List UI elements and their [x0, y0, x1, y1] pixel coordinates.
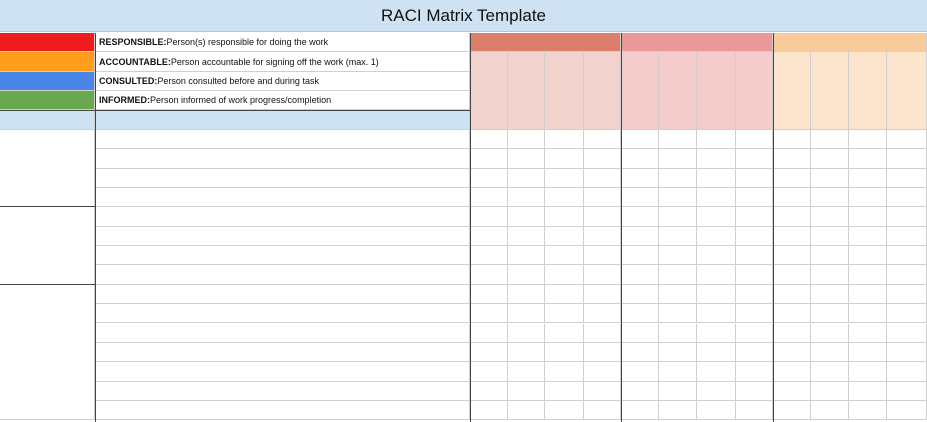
- legend-description-c[interactable]: [95, 72, 470, 91]
- raci-cell[interactable]: [773, 265, 811, 284]
- raci-cell[interactable]: [811, 285, 849, 304]
- raci-cell[interactable]: [470, 324, 508, 343]
- raci-cell[interactable]: [887, 285, 927, 304]
- raci-cell[interactable]: [773, 130, 811, 149]
- raci-cell[interactable]: [811, 324, 849, 343]
- raci-cell[interactable]: [811, 188, 849, 207]
- sheet-title: RACI Matrix Template: [0, 0, 927, 32]
- raci-cell[interactable]: [470, 188, 508, 207]
- legend-term: INFORMED:: [99, 95, 150, 105]
- raci-cell[interactable]: [811, 207, 849, 226]
- raci-cell[interactable]: [470, 343, 508, 362]
- member-header-ds[interactable]: [584, 52, 621, 130]
- raci-cell[interactable]: [773, 246, 811, 265]
- member-header-aap[interactable]: [697, 52, 736, 130]
- raci-cell[interactable]: [584, 227, 621, 246]
- work-area-planning[interactable]: [0, 207, 95, 284]
- raci-cell[interactable]: [659, 401, 697, 420]
- raci-cell[interactable]: [621, 362, 659, 381]
- raci-cell[interactable]: [736, 304, 773, 323]
- task-description-cell[interactable]: [95, 362, 470, 381]
- raci-cell[interactable]: [811, 382, 849, 401]
- raci-cell[interactable]: [659, 362, 697, 381]
- raci-cell[interactable]: [849, 130, 887, 149]
- legend-description-r[interactable]: [95, 33, 470, 52]
- legend-letter-r[interactable]: [0, 33, 95, 52]
- legend-text: Person(s) responsible for doing the work: [166, 37, 329, 47]
- raci-cell[interactable]: [508, 188, 545, 207]
- raci-cell[interactable]: [811, 265, 849, 284]
- raci-cell[interactable]: [697, 207, 736, 226]
- group-header-1[interactable]: [621, 33, 773, 52]
- raci-cell[interactable]: [545, 169, 584, 188]
- raci-cell[interactable]: [470, 304, 508, 323]
- raci-cell[interactable]: [508, 304, 545, 323]
- group-header-2[interactable]: [773, 33, 927, 52]
- raci-cell[interactable]: [697, 285, 736, 304]
- raci-cell[interactable]: [470, 265, 508, 284]
- raci-cell[interactable]: [470, 246, 508, 265]
- raci-cell[interactable]: [887, 246, 927, 265]
- raci-cell[interactable]: [508, 382, 545, 401]
- raci-cell[interactable]: [697, 227, 736, 246]
- raci-cell[interactable]: [811, 246, 849, 265]
- raci-cell[interactable]: [773, 401, 811, 420]
- raci-cell[interactable]: [621, 246, 659, 265]
- raci-cell[interactable]: [584, 382, 621, 401]
- raci-cell[interactable]: [621, 149, 659, 168]
- raci-cell[interactable]: [736, 401, 773, 420]
- legend-text: Person informed of work progress/completion: [150, 95, 332, 105]
- raci-cell[interactable]: [584, 362, 621, 381]
- legend-text: Person accountable for signing off the work (max. 1): [170, 56, 379, 67]
- raci-cell[interactable]: [621, 382, 659, 401]
- raci-cell[interactable]: [849, 246, 887, 265]
- column-divider: [95, 33, 96, 422]
- work-area-execution[interactable]: [0, 285, 95, 420]
- raci-cell[interactable]: [470, 362, 508, 381]
- legend-term: ACCOUNTABLE:: [99, 56, 171, 67]
- column-divider: [621, 33, 622, 422]
- raci-cell[interactable]: [621, 227, 659, 246]
- raci-cell[interactable]: [773, 149, 811, 168]
- raci-cell[interactable]: [736, 149, 773, 168]
- raci-cell[interactable]: [811, 227, 849, 246]
- task-description-cell[interactable]: [95, 149, 470, 168]
- raci-cell[interactable]: [736, 188, 773, 207]
- raci-cell[interactable]: [849, 188, 887, 207]
- raci-cell[interactable]: [584, 285, 621, 304]
- member-header-nr[interactable]: [659, 52, 697, 130]
- raci-cell[interactable]: [887, 188, 927, 207]
- raci-cell[interactable]: [736, 130, 773, 149]
- raci-cell[interactable]: [659, 207, 697, 226]
- raci-cell[interactable]: [697, 169, 736, 188]
- raci-cell[interactable]: [887, 149, 927, 168]
- raci-cell[interactable]: [736, 246, 773, 265]
- raci-cell[interactable]: [470, 401, 508, 420]
- raci-cell[interactable]: [773, 169, 811, 188]
- raci-cell[interactable]: [584, 343, 621, 362]
- raci-cell[interactable]: [659, 130, 697, 149]
- raci-cell[interactable]: [470, 227, 508, 246]
- member-header-whole-team[interactable]: [545, 52, 584, 130]
- column-divider: [470, 33, 471, 422]
- raci-cell[interactable]: [621, 130, 659, 149]
- raci-cell[interactable]: [659, 304, 697, 323]
- raci-cell[interactable]: [659, 169, 697, 188]
- raci-cell[interactable]: [545, 149, 584, 168]
- raci-cell[interactable]: [508, 324, 545, 343]
- raci-cell[interactable]: [621, 304, 659, 323]
- raci-cell[interactable]: [470, 382, 508, 401]
- raci-cell[interactable]: [887, 265, 927, 284]
- raci-cell[interactable]: [621, 188, 659, 207]
- raci-cell[interactable]: [697, 382, 736, 401]
- task-description-cell[interactable]: [95, 265, 470, 284]
- raci-cell[interactable]: [621, 265, 659, 284]
- header-task-description[interactable]: [95, 110, 470, 130]
- raci-cell[interactable]: [811, 130, 849, 149]
- raci-cell[interactable]: [545, 188, 584, 207]
- raci-cell[interactable]: [736, 285, 773, 304]
- raci-cell[interactable]: [887, 324, 927, 343]
- raci-cell[interactable]: [887, 227, 927, 246]
- raci-cell[interactable]: [545, 130, 584, 149]
- raci-cell[interactable]: [508, 343, 545, 362]
- raci-cell[interactable]: [736, 227, 773, 246]
- task-description-cell[interactable]: [95, 207, 470, 226]
- raci-cell[interactable]: [773, 343, 811, 362]
- legend-letter-i[interactable]: [0, 91, 95, 110]
- member-header-cf[interactable]: [736, 52, 773, 130]
- raci-cell[interactable]: [584, 169, 621, 188]
- raci-cell[interactable]: [811, 304, 849, 323]
- legend-term: RESPONSIBLE:: [99, 37, 167, 47]
- task-description-cell[interactable]: [95, 227, 470, 246]
- member-header-kg[interactable]: [621, 52, 659, 130]
- raci-cell[interactable]: [773, 362, 811, 381]
- task-description-cell[interactable]: [95, 304, 470, 323]
- raci-cell[interactable]: [811, 169, 849, 188]
- raci-cell[interactable]: [508, 130, 545, 149]
- raci-cell[interactable]: [584, 149, 621, 168]
- raci-cell[interactable]: [584, 265, 621, 284]
- raci-cell[interactable]: [887, 401, 927, 420]
- raci-cell[interactable]: [545, 265, 584, 284]
- raci-cell[interactable]: [697, 265, 736, 284]
- raci-cell[interactable]: [470, 130, 508, 149]
- raci-cell[interactable]: [773, 188, 811, 207]
- raci-cell[interactable]: [811, 343, 849, 362]
- raci-cell[interactable]: [849, 304, 887, 323]
- raci-cell[interactable]: [697, 324, 736, 343]
- raci-cell[interactable]: [470, 285, 508, 304]
- member-header-aj[interactable]: [811, 52, 849, 130]
- raci-cell[interactable]: [621, 324, 659, 343]
- raci-cell[interactable]: [811, 149, 849, 168]
- column-divider: [773, 33, 774, 422]
- raci-cell[interactable]: [736, 324, 773, 343]
- raci-cell[interactable]: [849, 382, 887, 401]
- raci-cell[interactable]: [584, 401, 621, 420]
- raci-cell[interactable]: [508, 169, 545, 188]
- raci-cell[interactable]: [621, 401, 659, 420]
- raci-cell[interactable]: [659, 324, 697, 343]
- raci-cell[interactable]: [621, 207, 659, 226]
- raci-cell[interactable]: [887, 382, 927, 401]
- legend-description-a[interactable]: [95, 52, 470, 72]
- raci-cell[interactable]: [773, 304, 811, 323]
- raci-cell[interactable]: [697, 362, 736, 381]
- member-header-bp[interactable]: [773, 52, 811, 130]
- raci-cell[interactable]: [545, 362, 584, 381]
- raci-cell[interactable]: [849, 265, 887, 284]
- section-divider: [0, 206, 95, 207]
- raci-cell[interactable]: [697, 343, 736, 362]
- task-description-cell[interactable]: [95, 401, 470, 420]
- raci-cell[interactable]: [470, 169, 508, 188]
- raci-cell[interactable]: [659, 285, 697, 304]
- raci-cell[interactable]: [659, 382, 697, 401]
- raci-cell[interactable]: [773, 324, 811, 343]
- raci-cell[interactable]: [697, 401, 736, 420]
- raci-cell[interactable]: [584, 304, 621, 323]
- raci-cell[interactable]: [773, 285, 811, 304]
- raci-cell[interactable]: [736, 265, 773, 284]
- legend-letter-c[interactable]: [0, 72, 95, 91]
- raci-cell[interactable]: [736, 343, 773, 362]
- raci-cell[interactable]: [508, 285, 545, 304]
- raci-cell[interactable]: [773, 207, 811, 226]
- raci-cell[interactable]: [545, 382, 584, 401]
- work-area-reporting[interactable]: [0, 130, 95, 207]
- raci-cell[interactable]: [736, 169, 773, 188]
- raci-cell[interactable]: [697, 304, 736, 323]
- raci-cell[interactable]: [659, 149, 697, 168]
- raci-cell[interactable]: [849, 401, 887, 420]
- task-description-cell[interactable]: [95, 324, 470, 343]
- raci-cell[interactable]: [545, 285, 584, 304]
- raci-cell[interactable]: [773, 227, 811, 246]
- raci-cell[interactable]: [849, 343, 887, 362]
- raci-cell[interactable]: [545, 246, 584, 265]
- raci-cell[interactable]: [736, 207, 773, 226]
- raci-cell[interactable]: [811, 362, 849, 381]
- raci-cell[interactable]: [887, 130, 927, 149]
- raci-cell[interactable]: [584, 188, 621, 207]
- raci-cell[interactable]: [811, 401, 849, 420]
- raci-cell[interactable]: [887, 304, 927, 323]
- task-description-cell[interactable]: [95, 343, 470, 362]
- raci-cell[interactable]: [736, 382, 773, 401]
- raci-cell[interactable]: [508, 149, 545, 168]
- member-header-jr[interactable]: [508, 52, 545, 130]
- raci-cell[interactable]: [659, 227, 697, 246]
- raci-cell[interactable]: [849, 324, 887, 343]
- raci-cell[interactable]: [545, 401, 584, 420]
- raci-cell[interactable]: [659, 343, 697, 362]
- task-description-cell[interactable]: [95, 246, 470, 265]
- task-description-cell[interactable]: [95, 188, 470, 207]
- raci-cell[interactable]: [697, 246, 736, 265]
- raci-cell[interactable]: [659, 265, 697, 284]
- raci-cell[interactable]: [545, 227, 584, 246]
- raci-cell[interactable]: [584, 207, 621, 226]
- raci-cell[interactable]: [508, 207, 545, 226]
- task-description-cell[interactable]: [95, 382, 470, 401]
- raci-cell[interactable]: [697, 188, 736, 207]
- raci-cell[interactable]: [849, 285, 887, 304]
- raci-cell[interactable]: [584, 130, 621, 149]
- task-description-cell[interactable]: [95, 285, 470, 304]
- raci-cell[interactable]: [508, 246, 545, 265]
- raci-cell[interactable]: [887, 207, 927, 226]
- raci-cell[interactable]: [887, 362, 927, 381]
- raci-cell[interactable]: [659, 188, 697, 207]
- raci-cell[interactable]: [849, 169, 887, 188]
- raci-cell[interactable]: [470, 149, 508, 168]
- raci-cell[interactable]: [545, 207, 584, 226]
- raci-cell[interactable]: [508, 401, 545, 420]
- raci-cell[interactable]: [697, 149, 736, 168]
- raci-cell[interactable]: [584, 324, 621, 343]
- section-divider: [0, 110, 470, 111]
- raci-cell[interactable]: [887, 343, 927, 362]
- raci-cell[interactable]: [621, 343, 659, 362]
- raci-cell[interactable]: [621, 285, 659, 304]
- raci-cell[interactable]: [773, 382, 811, 401]
- legend-text: Person consulted before and during task: [157, 76, 319, 86]
- raci-cell[interactable]: [545, 343, 584, 362]
- section-divider: [0, 284, 95, 285]
- raci-cell[interactable]: [621, 169, 659, 188]
- raci-cell[interactable]: [736, 362, 773, 381]
- raci-cell[interactable]: [545, 304, 584, 323]
- member-header-sd[interactable]: [849, 52, 887, 130]
- raci-cell[interactable]: [508, 265, 545, 284]
- raci-cell[interactable]: [659, 246, 697, 265]
- raci-cell[interactable]: [849, 207, 887, 226]
- raci-cell[interactable]: [508, 362, 545, 381]
- legend-description-i[interactable]: [95, 91, 470, 110]
- raci-cell[interactable]: [849, 149, 887, 168]
- raci-cell[interactable]: [849, 227, 887, 246]
- member-header-dg[interactable]: [470, 52, 508, 130]
- raci-cell[interactable]: [508, 227, 545, 246]
- raci-cell[interactable]: [697, 130, 736, 149]
- header-work-area[interactable]: [0, 110, 95, 130]
- raci-cell[interactable]: [584, 246, 621, 265]
- legend-letter-a[interactable]: [0, 52, 95, 72]
- raci-cell[interactable]: [887, 169, 927, 188]
- member-header-sp[interactable]: [887, 52, 927, 130]
- group-header-0[interactable]: [470, 33, 621, 52]
- task-description-cell[interactable]: [95, 130, 470, 149]
- raci-cell[interactable]: [545, 324, 584, 343]
- raci-cell[interactable]: [470, 207, 508, 226]
- legend-term: CONSULTED:: [99, 76, 158, 86]
- raci-cell[interactable]: [849, 362, 887, 381]
- task-description-cell[interactable]: [95, 169, 470, 188]
